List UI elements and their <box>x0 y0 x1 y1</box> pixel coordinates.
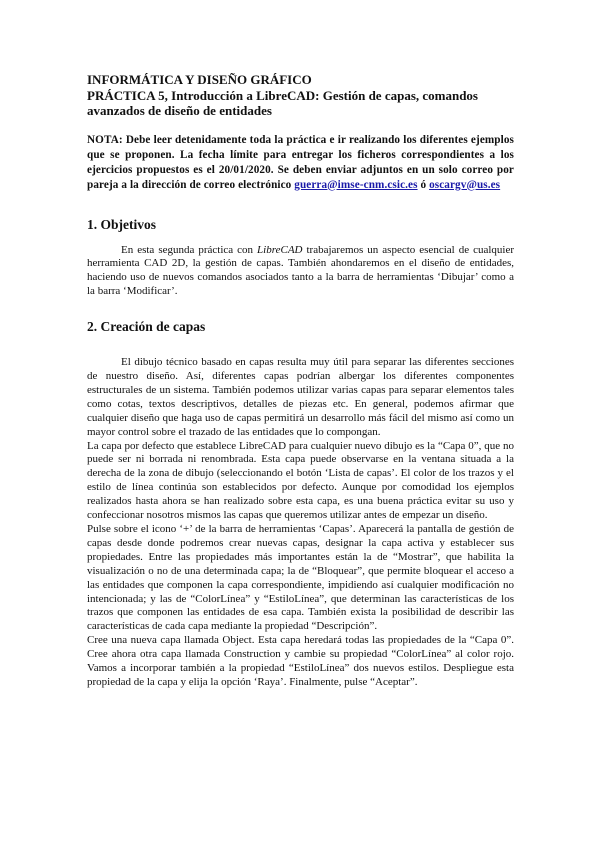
note-paragraph <box>87 133 514 193</box>
section-heading-objetivos: 1. Objetivos <box>87 216 156 232</box>
objetivos-paragraph <box>87 244 514 300</box>
objetivos-text-a: En esta segunda práctica con <box>121 243 258 256</box>
capas-paragraph-1: El dibujo técnico basado en capas resulta muy útil para separar las diferentes secciones de nuestro diseño. Así, diferentes capas podrían albergar los diferentes componentes estructurales de un sistema. También podemos utilizar varias capas para separar elementos tales como cotas, textos descriptivos, detalles de piezas etc. En general, podemos afirmar que cualquier diseño que haga uso de capas permitirá un desarrollo más fácil del mismo así como un mayor control sobre el trazado de las entidades que lo compongan. <box>87 356 514 438</box>
email-separator: ó <box>417 178 430 191</box>
capas-paragraph-2: La capa por defecto que establece LibreCAD para cualquier nuevo dibujo es la “Capa 0”, que no puede ser ni borrada ni renombrada. Esta capa puede observarse en la ventana situada a la derecha de la zona de dibujo (seleccionando el botón ‘Lista de capas’. El color de los trazos y el estilo de línea continúa son establecidos por defecto. Aunque por comodidad los ejemplos realizados hasta ahora se han realizado sobre esta capa, es una buena práctica evitar su uso y confeccionar nosotros mismos las capas que queremos utilizar antes de empezar un diseño. <box>87 439 514 522</box>
capas-paragraph-4: Cree una nueva capa llamada Object. Esta capa heredará todas las propiedades de la “Capa 0”. Cree ahora otra capa llamada Construction y cambie su propiedad “ColorLínea” al color rojo. Vamos a incorporar también a la propiedad “EstiloLínea” dos nuevos estilos. Despliegue esta propiedad de la capa y elija la opción ‘Raya’. Finalmente, pulse “Aceptar”. <box>87 634 514 688</box>
course-title: INFORMÁTICA Y DISEÑO GRÁFICO <box>87 72 312 87</box>
section-heading-capas: 2. Creación de capas <box>87 319 206 335</box>
librecad-emphasis: LibreCAD <box>257 243 303 256</box>
practice-title: PRÁCTICA 5, Introducción a LibreCAD: Gestión de capas, comandos avanzados de diseño de entidades <box>87 87 478 118</box>
objetivos-text-b: trabajaremos un aspecto esencial de cualquier herramienta CAD 2D, la gestión de capas. También ahondaremos en el diseño de entidades, haciendo uso de nuevos comandos asociados tanto a la barra de herramientas ‘Dibujar’ como a la barra ‘Modificar’. <box>87 243 514 298</box>
note-text: NOTA: Debe leer detenidamente toda la práctica e ir realizando los diferentes ejemplos que se proponen. La fecha límite para entregar los ficheros correspondientes a los ejercicios propuestos es el 20/01/2020. Se deben enviar adjuntos en un solo correo por pareja a la dirección de correo electrónico <box>87 133 514 191</box>
capas-paragraph-3: Pulse sobre el icono ‘+’ de la barra de herramientas ‘Capas’. Aparecerá la pantalla de gestión de capas desde donde podremos crear nuevas capas, designar la capa activa y establecer sus propiedades. Entre las propiedades más importantes están la de “Mostrar”, que habilita la visualización o no de una determinada capa; la de “Bloquear”, que permite bloquear el acceso a las entidades que componen la capa correspondiente, impidiendo así cualquier modificación no intencionada; y las de “ColorLínea” y “EstiloLínea”, que determinan las características de los trazos que componen las entidades de esa capa. También exista la posibilidad de describir las características de cada capa mediante la propiedad “Descripción”. <box>87 523 514 633</box>
document-page <box>87 72 514 690</box>
email-link-oscargv[interactable]: oscargv@us.es <box>429 178 501 191</box>
email-link-guerra[interactable]: guerra@imse-cnm.csic.es <box>294 178 418 191</box>
